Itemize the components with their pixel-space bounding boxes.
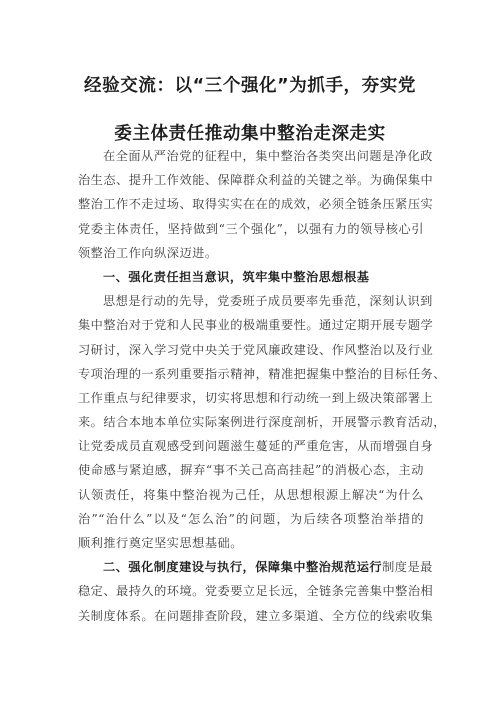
section-1-line: 工作重点与纪律要求，切实将思想和行动统一到上级决策部署上	[78, 390, 434, 405]
document-body	[78, 144, 446, 628]
section-1-line: 习研讨，深入学习党中央关于党风廉政建设、作风整治以及行业	[78, 342, 434, 357]
section-2-line: 关制度体系。在问题排查阶段，建立多渠道、全方位的线索收集	[78, 608, 434, 623]
section-1-line: 使命感与紧迫感，摒弃“事不关己高高挂起”的消极心态，主动	[78, 463, 424, 478]
section-2-first-line	[78, 555, 433, 579]
section-2-heading: 二、强化制度建设与执行，保障集中整治规范运行	[103, 560, 383, 575]
section-1-heading: 一、强化责任担当意识，筑牢集中整治思想根基	[103, 269, 370, 284]
section-1-line: 思想是行动的先导，党委班子成员要率先垂范，深刻认识到	[103, 294, 433, 309]
section-1-line: 来。结合本地本单位实际案例进行深度剖析，开展警示教育活动，	[78, 415, 446, 430]
intro-line: 领整治工作向纵深迈进。	[78, 245, 218, 260]
section-2-line: 稳定、最持久的环境。党委要立足长远，全链条完善集中整治相	[78, 584, 434, 599]
intro-line: 在全面从严治党的征程中，集中整治各类突出问题是净化政	[103, 149, 433, 163]
section-1-line: 让党委成员直观感受到问题滋生蔓延的严重危害，从而增强自身	[78, 439, 434, 454]
section-1-line: 认领责任，将集中整治视为己任，从思想根源上解决“为什么	[78, 487, 424, 502]
document-title-line-2: 委主体责任推动集中整治走深走实	[114, 124, 386, 144]
section-2-first-tail: 制度是最	[382, 560, 433, 575]
document-title-line-1: 经验交流：以“三个强化”为抓手，夯实党	[84, 76, 416, 96]
intro-line: 党委主体责任，坚持做到“三个强化”，以强有力的领导核心引	[78, 221, 424, 236]
section-1-line: 专项治理的一系列重要指示精神，精准把握集中整治的目标任务、	[78, 366, 446, 381]
section-1-line: 集中整治对于党和人民事业的极端重要性。通过定期开展专题学	[78, 318, 434, 333]
section-1-line: 治”“治什么”以及“怎么治”的问题，为后续各项整治举措的	[78, 511, 424, 526]
section-1-line: 顺利推行奠定坚实思想基础。	[78, 536, 243, 550]
intro-line: 整治工作不走过场、取得实实在在的成效，必须全链条压紧压实	[78, 197, 434, 212]
intro-line: 治生态、提升工作效能、保障群众利益的关键之举。为确保集中	[78, 173, 434, 188]
